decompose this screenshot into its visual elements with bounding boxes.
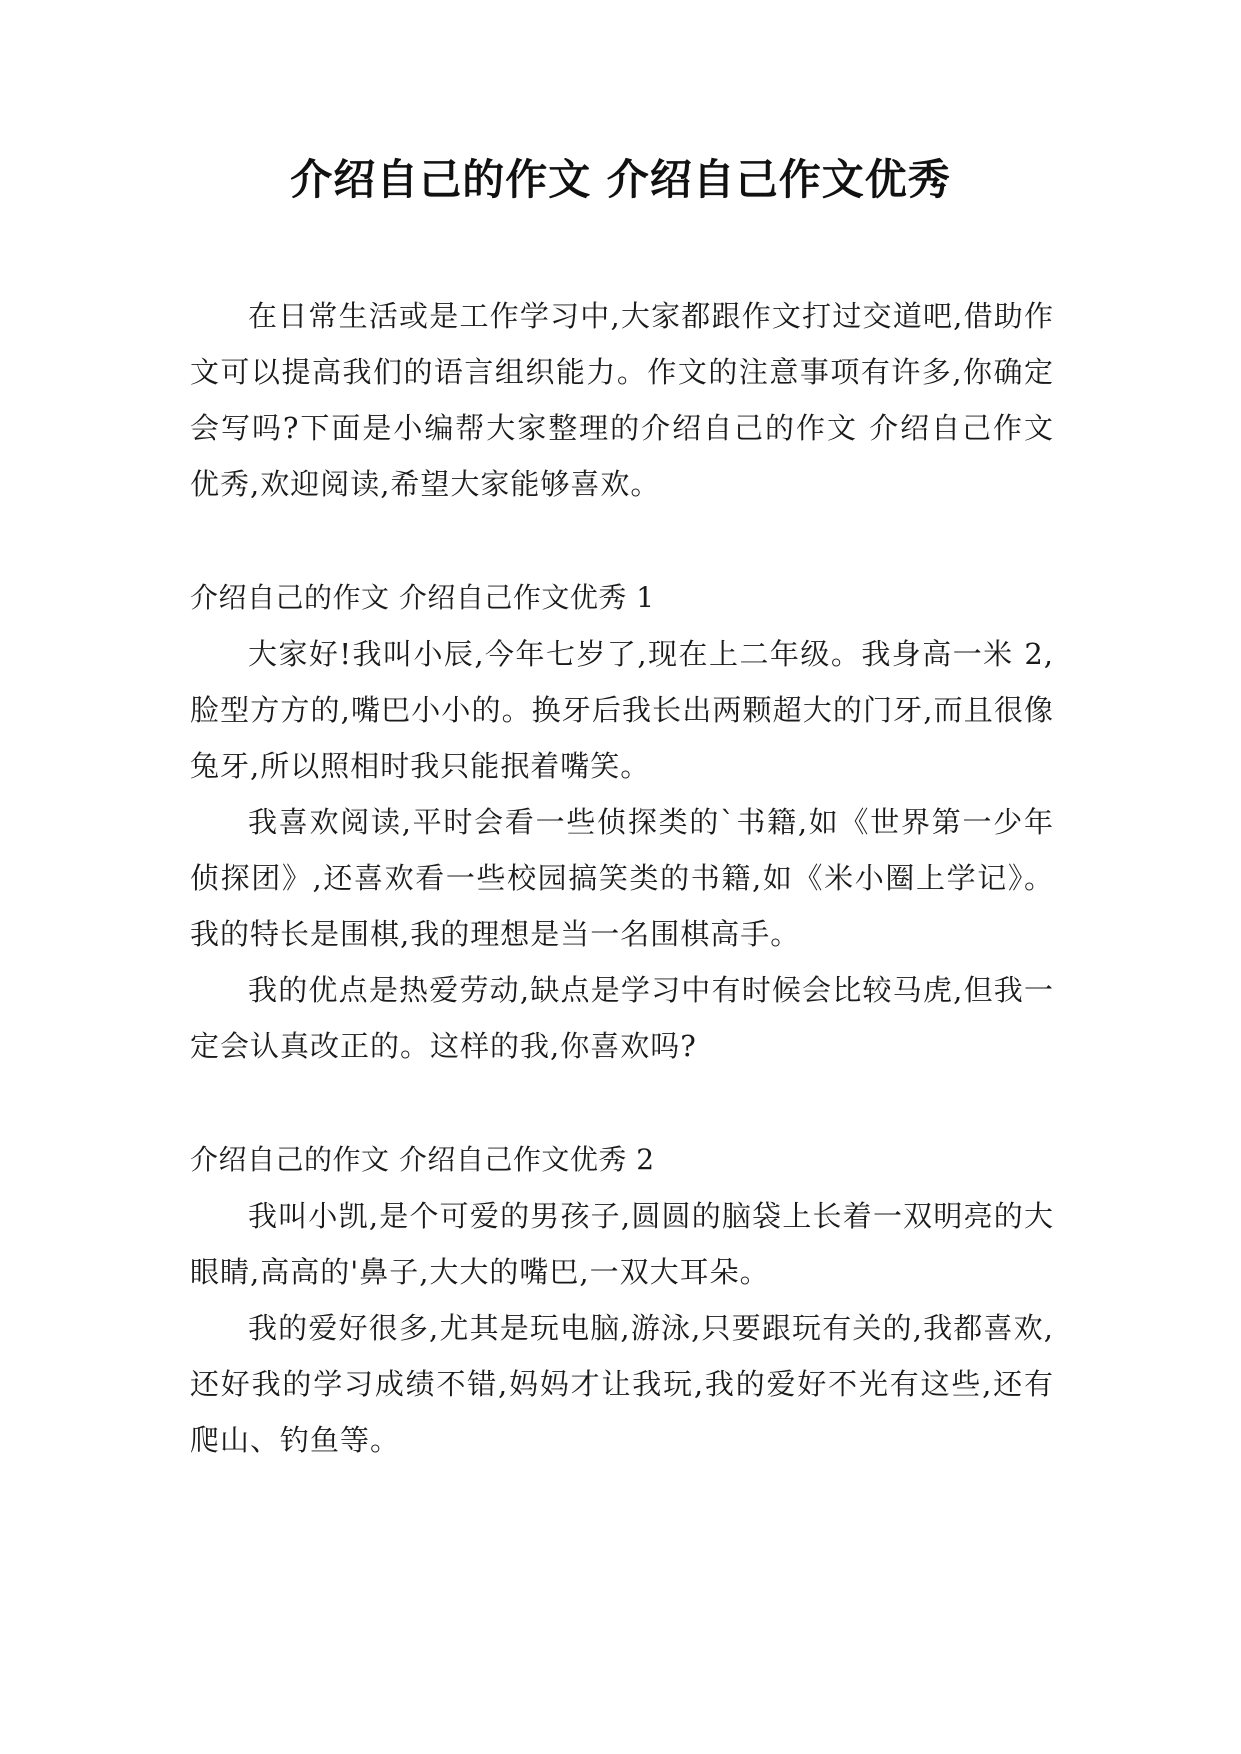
intro-paragraph: 在日常生活或是工作学习中,大家都跟作文打过交道吧,借助作文可以提高我们的语言组织能力。作文的注意事项有许多,你确定会写吗?下面是小编帮大家整理的介绍自己的作文 介绍自己作文优秀,欢迎阅读,希望大家能够喜欢。	[190, 299, 1054, 501]
section-paragraph: 我的爱好很多,尤其是玩电脑,游泳,只要跟玩有关的,我都喜欢,还好我的学习成绩不错,妈妈才让我玩,我的爱好不光有这些,还有爬山、钓鱼等。	[190, 1311, 1054, 1457]
section-paragraph: 我叫小凯,是个可爱的男孩子,圆圆的脑袋上长着一双明亮的大眼睛,高高的'鼻子,大大的嘴巴,一双大耳朵。	[190, 1199, 1054, 1289]
section-heading: 介绍自己的作文 介绍自己作文优秀 1	[190, 581, 655, 614]
section-paragraph: 大家好!我叫小辰,今年七岁了,现在上二年级。我身高一米 2,脸型方方的,嘴巴小小的。换牙后我长出两颗超大的门牙,而且很像兔牙,所以照相时我只能抿着嘴笑。	[190, 637, 1054, 783]
section-paragraph: 我的优点是热爱劳动,缺点是学习中有时候会比较马虎,但我一定会认真改正的。这样的我,你喜欢吗?	[190, 973, 1054, 1063]
section-2	[190, 1132, 1054, 1468]
section-1	[190, 570, 1054, 1074]
document-title: 介绍自己的作文 介绍自己作文优秀	[290, 155, 951, 204]
section-heading: 介绍自己的作文 介绍自己作文优秀 2	[190, 1143, 655, 1176]
section-paragraph: 我喜欢阅读,平时会看一些侦探类的`书籍,如《世界第一少年侦探团》,还喜欢看一些校园搞笑类的书籍,如《米小圈上学记》。我的特长是围棋,我的理想是当一名围棋高手。	[190, 805, 1054, 951]
document-body	[190, 288, 1054, 1468]
